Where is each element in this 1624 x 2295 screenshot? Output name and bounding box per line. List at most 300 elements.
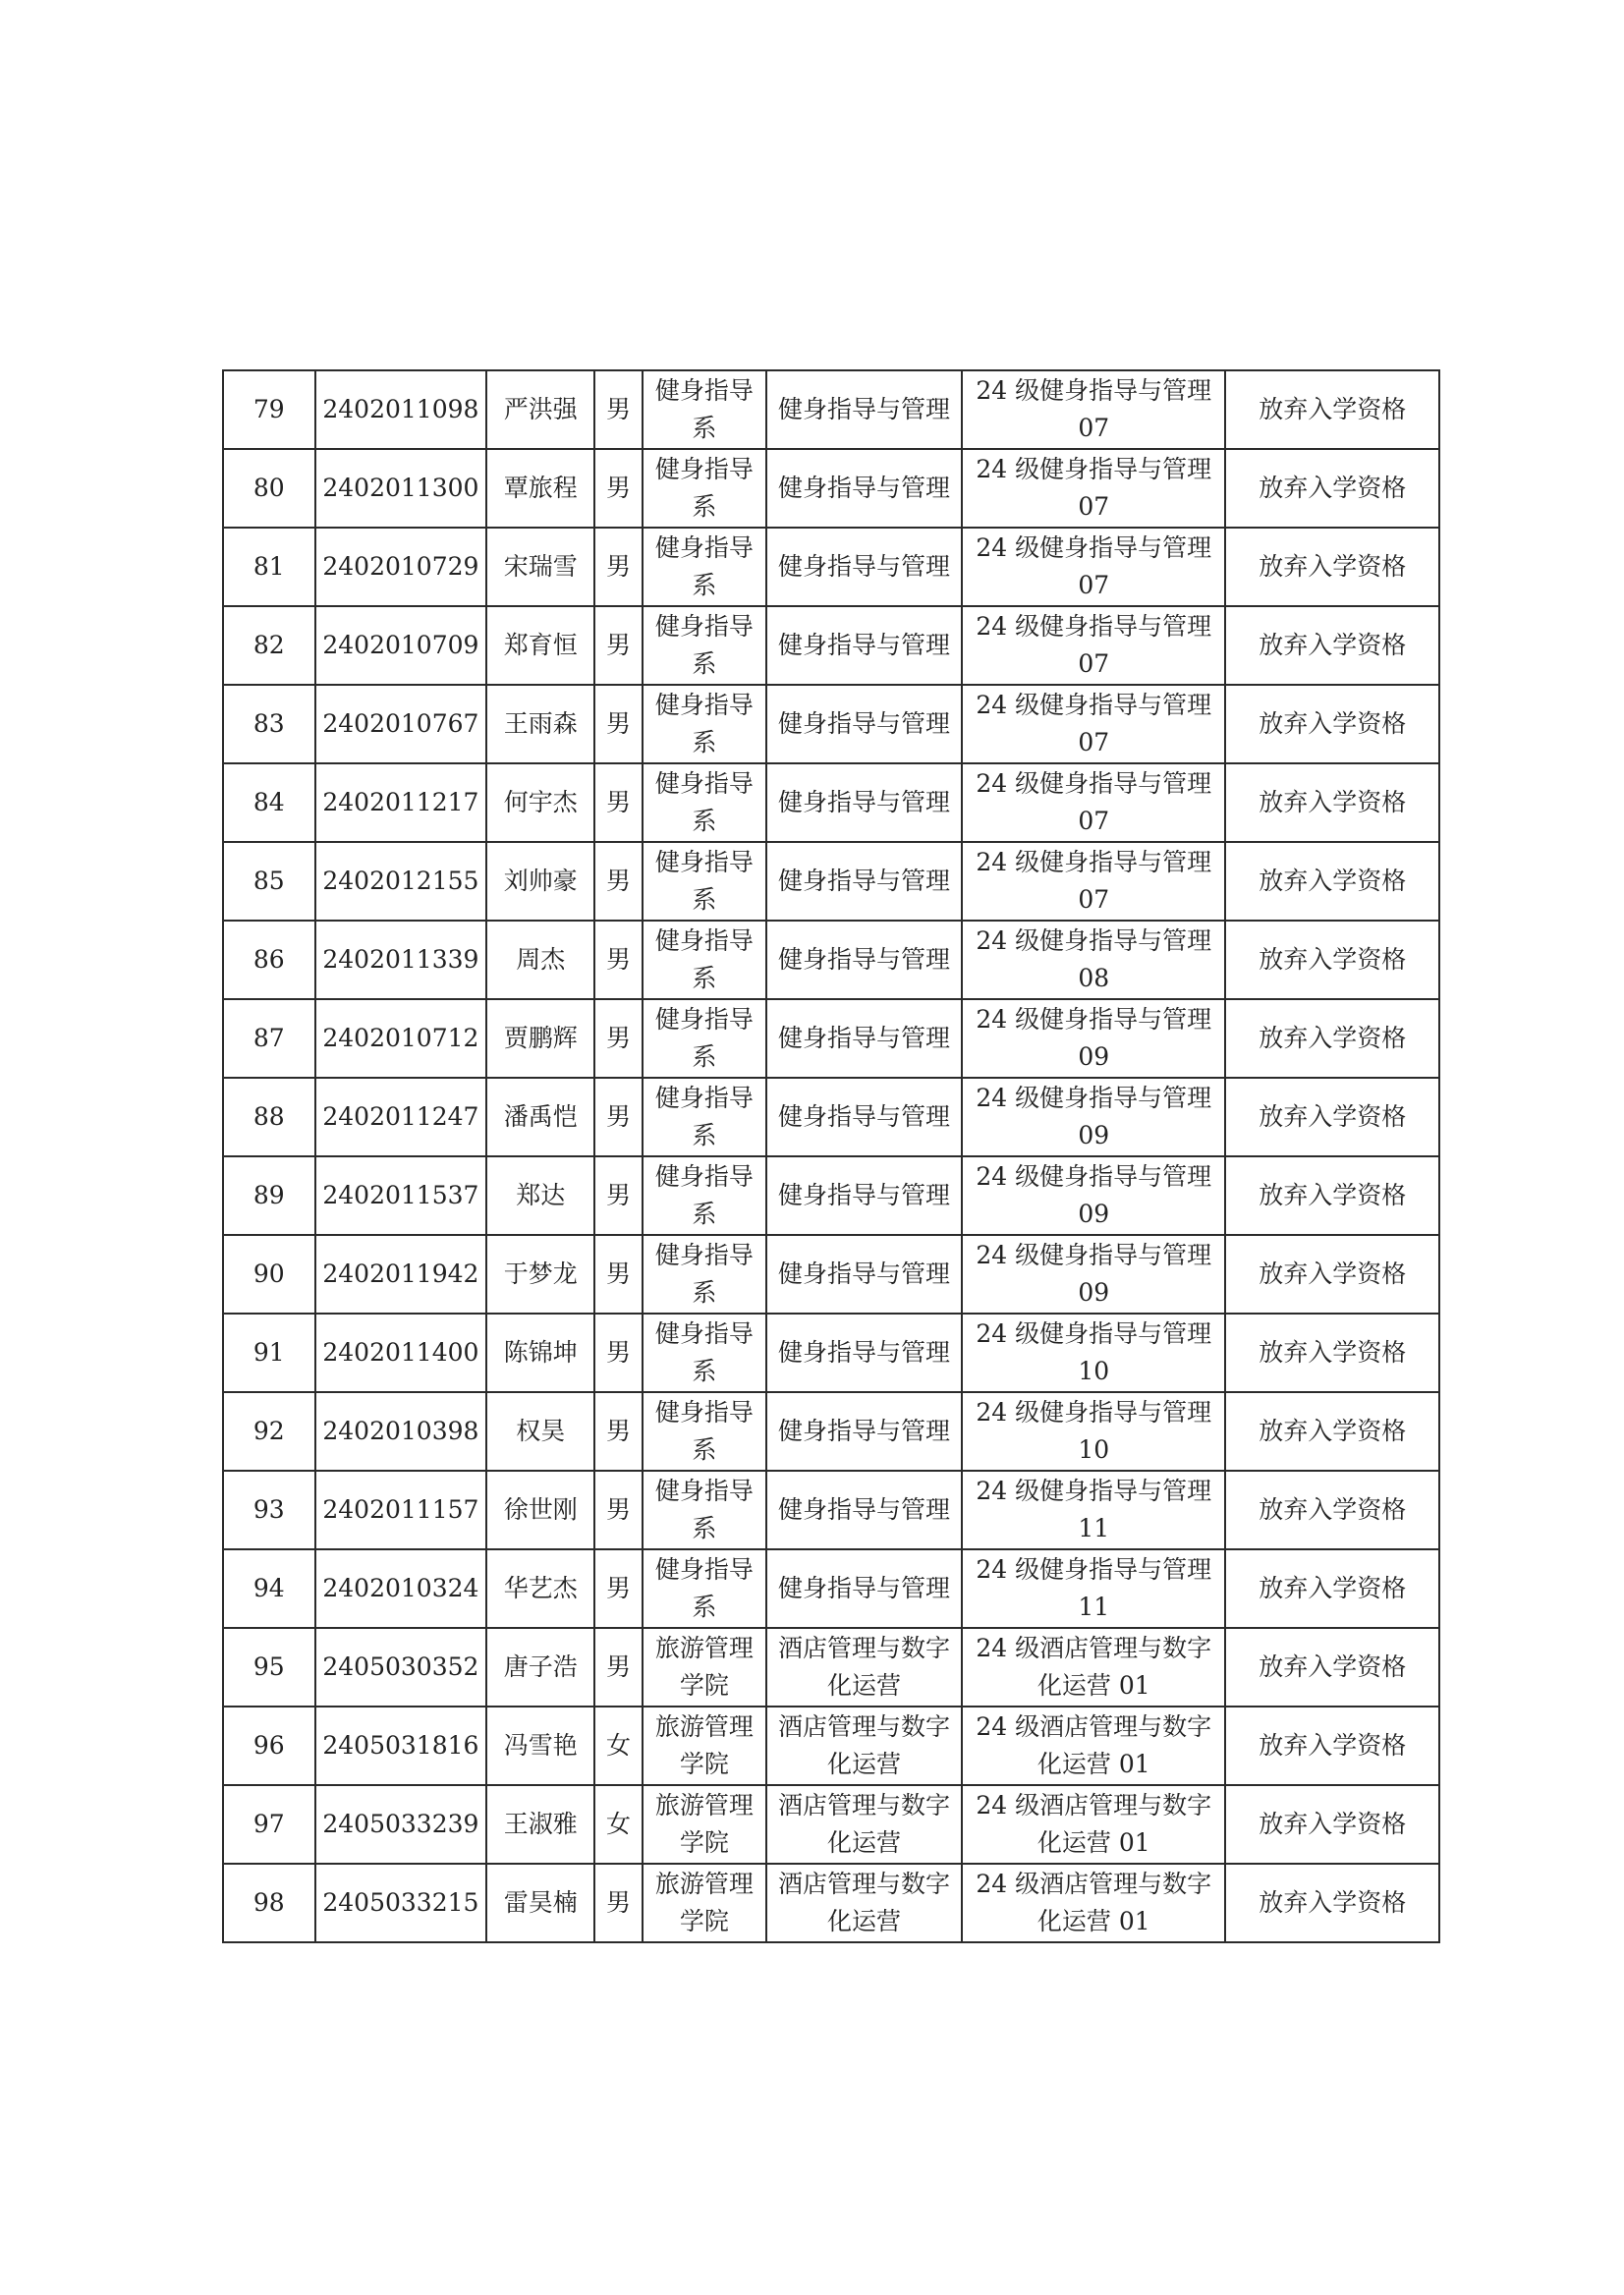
row-number-cell — [223, 1864, 315, 1942]
student-name-cell — [486, 1628, 594, 1707]
student-table — [222, 369, 1440, 1943]
student-id-cell-text: 2405031816 — [322, 1731, 479, 1760]
student-id-cell — [315, 999, 487, 1078]
department-cell — [643, 685, 766, 763]
status-cell-text: 放弃入学资格 — [1259, 552, 1407, 581]
gender-cell-text: 男 — [605, 552, 631, 581]
table-row — [223, 528, 1439, 606]
department-cell-text: 健身指导系 — [654, 612, 754, 678]
student-name-cell — [486, 842, 594, 921]
student-id-cell — [315, 1471, 487, 1549]
class-cell — [962, 842, 1225, 921]
table-row — [223, 1628, 1439, 1707]
student-id-cell — [315, 1785, 487, 1864]
row-number-cell-text: 88 — [252, 1102, 285, 1131]
gender-cell — [594, 1864, 643, 1942]
class-cell-text: 24 级健身指导与管理 10 — [976, 1398, 1212, 1464]
row-number-cell-text: 81 — [252, 552, 285, 581]
department-cell-text: 健身指导系 — [654, 1477, 754, 1542]
student-id-cell — [315, 1156, 487, 1235]
student-name-cell — [486, 1864, 594, 1942]
major-cell — [766, 842, 962, 921]
row-number-cell-text: 82 — [252, 631, 285, 659]
major-cell-text: 健身指导与管理 — [777, 867, 950, 895]
student-id-cell-text: 2402011339 — [322, 945, 479, 974]
gender-cell-text: 男 — [605, 1888, 631, 1917]
student-name-cell-text: 贾鹏辉 — [503, 1024, 578, 1052]
gender-cell — [594, 1471, 643, 1549]
class-cell-text: 24 级健身指导与管理 07 — [976, 769, 1212, 835]
department-cell — [643, 1392, 766, 1471]
class-cell-text: 24 级健身指导与管理 07 — [976, 691, 1212, 756]
student-name-cell-text: 周杰 — [516, 945, 566, 974]
major-cell-text: 健身指导与管理 — [777, 788, 950, 816]
class-cell — [962, 999, 1225, 1078]
class-cell-text: 24 级健身指导与管理 07 — [976, 612, 1212, 678]
row-number-cell-text: 98 — [252, 1888, 285, 1917]
row-number-cell — [223, 1471, 315, 1549]
student-id-cell-text: 2402011157 — [322, 1495, 479, 1524]
student-name-cell — [486, 921, 594, 999]
student-name-cell — [486, 1235, 594, 1314]
status-cell — [1225, 449, 1439, 528]
table-row — [223, 449, 1439, 528]
student-id-cell-text: 2402010709 — [322, 631, 479, 659]
department-cell — [643, 1785, 766, 1864]
status-cell-text: 放弃入学资格 — [1259, 395, 1407, 423]
major-cell-text: 健身指导与管理 — [777, 1259, 950, 1288]
status-cell — [1225, 1392, 1439, 1471]
row-number-cell-text: 97 — [252, 1810, 285, 1838]
student-name-cell-text: 王淑雅 — [503, 1810, 578, 1838]
major-cell-text: 健身指导与管理 — [777, 1181, 950, 1209]
table-row — [223, 1078, 1439, 1156]
row-number-cell — [223, 685, 315, 763]
department-cell — [643, 1471, 766, 1549]
gender-cell — [594, 449, 643, 528]
row-number-cell — [223, 1392, 315, 1471]
student-name-cell-text: 唐子浩 — [503, 1652, 578, 1681]
major-cell — [766, 999, 962, 1078]
class-cell-text: 24 级健身指导与管理 11 — [976, 1555, 1212, 1621]
row-number-cell — [223, 370, 315, 449]
status-cell-text: 放弃入学资格 — [1259, 1888, 1407, 1917]
gender-cell-text: 男 — [605, 1181, 631, 1209]
department-cell-text: 健身指导系 — [654, 1555, 754, 1621]
table-row — [223, 1156, 1439, 1235]
class-cell-text: 24 级健身指导与管理 09 — [976, 1241, 1212, 1307]
major-cell — [766, 685, 962, 763]
student-id-cell-text: 2402011400 — [322, 1338, 479, 1367]
student-id-cell-text: 2402010712 — [322, 1024, 479, 1052]
row-number-cell-text: 83 — [252, 709, 285, 738]
department-cell — [643, 528, 766, 606]
class-cell-text: 24 级健身指导与管理 07 — [976, 533, 1212, 599]
major-cell — [766, 1314, 962, 1392]
student-name-cell-text: 严洪强 — [503, 395, 578, 423]
class-cell — [962, 921, 1225, 999]
class-cell-text: 24 级健身指导与管理 10 — [976, 1319, 1212, 1385]
row-number-cell — [223, 842, 315, 921]
major-cell-text: 酒店管理与数字化运营 — [777, 1712, 950, 1778]
student-name-cell-text: 雷昊楠 — [503, 1888, 578, 1917]
table-row — [223, 1785, 1439, 1864]
status-cell-text: 放弃入学资格 — [1259, 1024, 1407, 1052]
major-cell-text: 酒店管理与数字化运营 — [777, 1791, 950, 1857]
class-cell-text: 24 级酒店管理与数字化运营 01 — [976, 1870, 1212, 1935]
gender-cell-text: 男 — [605, 1495, 631, 1524]
status-cell — [1225, 1707, 1439, 1785]
department-cell — [643, 1314, 766, 1392]
department-cell — [643, 449, 766, 528]
student-id-cell — [315, 1235, 487, 1314]
class-cell — [962, 528, 1225, 606]
student-id-cell-text: 2402011300 — [322, 474, 479, 502]
student-name-cell — [486, 1156, 594, 1235]
class-cell-text: 24 级酒店管理与数字化运营 01 — [976, 1712, 1212, 1778]
row-number-cell — [223, 1628, 315, 1707]
major-cell-text: 酒店管理与数字化运营 — [777, 1634, 950, 1700]
student-id-cell — [315, 606, 487, 685]
class-cell — [962, 1156, 1225, 1235]
class-cell — [962, 449, 1225, 528]
student-id-cell-text: 2402011098 — [322, 395, 479, 423]
gender-cell — [594, 1235, 643, 1314]
gender-cell — [594, 1628, 643, 1707]
table-row — [223, 685, 1439, 763]
department-cell — [643, 606, 766, 685]
status-cell-text: 放弃入学资格 — [1259, 1259, 1407, 1288]
student-id-cell — [315, 1707, 487, 1785]
row-number-cell — [223, 1314, 315, 1392]
major-cell — [766, 1156, 962, 1235]
status-cell — [1225, 606, 1439, 685]
department-cell — [643, 370, 766, 449]
table-row — [223, 1471, 1439, 1549]
major-cell — [766, 921, 962, 999]
class-cell — [962, 1392, 1225, 1471]
department-cell — [643, 1864, 766, 1942]
student-name-cell — [486, 1549, 594, 1628]
class-cell — [962, 1628, 1225, 1707]
row-number-cell — [223, 1549, 315, 1628]
gender-cell-text: 女 — [605, 1810, 631, 1838]
status-cell-text: 放弃入学资格 — [1259, 709, 1407, 738]
gender-cell-text: 男 — [605, 1574, 631, 1602]
major-cell-text: 健身指导与管理 — [777, 1024, 950, 1052]
status-cell — [1225, 685, 1439, 763]
department-cell-text: 健身指导系 — [654, 848, 754, 914]
row-number-cell-text: 84 — [252, 788, 285, 816]
student-id-cell — [315, 685, 487, 763]
class-cell — [962, 1078, 1225, 1156]
status-cell-text: 放弃入学资格 — [1259, 1652, 1407, 1681]
department-cell-text: 健身指导系 — [654, 769, 754, 835]
student-id-cell-text: 2402010324 — [322, 1574, 479, 1602]
class-cell-text: 24 级健身指导与管理 09 — [976, 1005, 1212, 1071]
student-name-cell — [486, 606, 594, 685]
class-cell — [962, 370, 1225, 449]
table-row — [223, 1707, 1439, 1785]
student-name-cell-text: 刘帅豪 — [503, 867, 578, 895]
student-name-cell — [486, 763, 594, 842]
major-cell-text: 健身指导与管理 — [777, 552, 950, 581]
department-cell-text: 旅游管理学院 — [654, 1712, 754, 1778]
student-name-cell — [486, 999, 594, 1078]
class-cell-text: 24 级酒店管理与数字化运营 01 — [976, 1634, 1212, 1700]
student-name-cell — [486, 528, 594, 606]
student-name-cell — [486, 1392, 594, 1471]
table-row — [223, 1235, 1439, 1314]
status-cell-text: 放弃入学资格 — [1259, 1495, 1407, 1524]
row-number-cell-text: 96 — [252, 1731, 285, 1760]
class-cell-text: 24 级健身指导与管理 07 — [976, 376, 1212, 442]
gender-cell — [594, 1785, 643, 1864]
table-body — [223, 370, 1439, 1942]
major-cell — [766, 1471, 962, 1549]
major-cell-text: 酒店管理与数字化运营 — [777, 1870, 950, 1935]
student-id-cell-text: 2405030352 — [322, 1652, 479, 1681]
status-cell — [1225, 528, 1439, 606]
student-id-cell-text: 2402010729 — [322, 552, 479, 581]
gender-cell — [594, 1707, 643, 1785]
department-cell-text: 健身指导系 — [654, 1319, 754, 1385]
student-name-cell — [486, 1785, 594, 1864]
class-cell-text: 24 级酒店管理与数字化运营 01 — [976, 1791, 1212, 1857]
class-cell-text: 24 级健身指导与管理 07 — [976, 455, 1212, 521]
class-cell — [962, 1707, 1225, 1785]
status-cell-text: 放弃入学资格 — [1259, 474, 1407, 502]
status-cell — [1225, 1785, 1439, 1864]
table-row — [223, 1314, 1439, 1392]
student-name-cell-text: 徐世刚 — [503, 1495, 578, 1524]
gender-cell-text: 男 — [605, 788, 631, 816]
student-id-cell — [315, 1864, 487, 1942]
student-id-cell — [315, 1628, 487, 1707]
status-cell — [1225, 921, 1439, 999]
table-row — [223, 763, 1439, 842]
table-row — [223, 1549, 1439, 1628]
major-cell — [766, 1549, 962, 1628]
table-row — [223, 999, 1439, 1078]
row-number-cell-text: 95 — [252, 1652, 285, 1681]
major-cell — [766, 1078, 962, 1156]
student-name-cell-text: 潘禹恺 — [503, 1102, 578, 1131]
major-cell — [766, 528, 962, 606]
row-number-cell-text: 89 — [252, 1181, 285, 1209]
major-cell-text: 健身指导与管理 — [777, 709, 950, 738]
major-cell-text: 健身指导与管理 — [777, 1574, 950, 1602]
major-cell — [766, 1392, 962, 1471]
major-cell — [766, 763, 962, 842]
student-id-cell — [315, 1314, 487, 1392]
status-cell-text: 放弃入学资格 — [1259, 867, 1407, 895]
status-cell-text: 放弃入学资格 — [1259, 1181, 1407, 1209]
student-name-cell — [486, 370, 594, 449]
student-name-cell — [486, 1707, 594, 1785]
major-cell — [766, 1707, 962, 1785]
student-name-cell — [486, 449, 594, 528]
row-number-cell — [223, 1785, 315, 1864]
gender-cell-text: 男 — [605, 1652, 631, 1681]
gender-cell-text: 男 — [605, 1338, 631, 1367]
student-name-cell — [486, 685, 594, 763]
student-id-cell-text: 2402011942 — [322, 1259, 479, 1288]
major-cell-text: 健身指导与管理 — [777, 631, 950, 659]
row-number-cell — [223, 1235, 315, 1314]
class-cell-text: 24 级健身指导与管理 11 — [976, 1477, 1212, 1542]
student-id-cell-text: 2402011217 — [322, 788, 479, 816]
student-id-cell — [315, 1078, 487, 1156]
student-name-cell — [486, 1314, 594, 1392]
student-id-cell-text: 2402011247 — [322, 1102, 479, 1131]
gender-cell — [594, 1156, 643, 1235]
student-name-cell-text: 陈锦坤 — [503, 1338, 578, 1367]
student-name-cell-text: 冯雪艳 — [503, 1731, 578, 1760]
row-number-cell — [223, 1078, 315, 1156]
department-cell — [643, 1707, 766, 1785]
department-cell-text: 健身指导系 — [654, 691, 754, 756]
status-cell — [1225, 1628, 1439, 1707]
status-cell — [1225, 1864, 1439, 1942]
major-cell — [766, 449, 962, 528]
student-name-cell-text: 郑育恒 — [503, 631, 578, 659]
student-name-cell-text: 王雨森 — [503, 709, 578, 738]
row-number-cell-text: 91 — [252, 1338, 285, 1367]
student-name-cell — [486, 1078, 594, 1156]
department-cell-text: 健身指导系 — [654, 926, 754, 992]
department-cell-text: 健身指导系 — [654, 376, 754, 442]
gender-cell-text: 男 — [605, 709, 631, 738]
row-number-cell-text: 92 — [252, 1417, 285, 1445]
gender-cell — [594, 1078, 643, 1156]
gender-cell — [594, 685, 643, 763]
status-cell — [1225, 1078, 1439, 1156]
status-cell — [1225, 1549, 1439, 1628]
department-cell-text: 旅游管理学院 — [654, 1870, 754, 1935]
status-cell — [1225, 370, 1439, 449]
major-cell — [766, 606, 962, 685]
department-cell — [643, 1235, 766, 1314]
student-id-cell-text: 2405033239 — [322, 1810, 479, 1838]
row-number-cell — [223, 606, 315, 685]
status-cell — [1225, 1314, 1439, 1392]
table-row — [223, 1392, 1439, 1471]
row-number-cell-text: 90 — [252, 1259, 285, 1288]
class-cell — [962, 1471, 1225, 1549]
department-cell-text: 健身指导系 — [654, 1162, 754, 1228]
major-cell-text: 健身指导与管理 — [777, 1417, 950, 1445]
major-cell-text: 健身指导与管理 — [777, 395, 950, 423]
class-cell — [962, 1864, 1225, 1942]
student-name-cell-text: 覃旅程 — [503, 474, 578, 502]
status-cell-text: 放弃入学资格 — [1259, 945, 1407, 974]
gender-cell — [594, 370, 643, 449]
status-cell-text: 放弃入学资格 — [1259, 1731, 1407, 1760]
gender-cell — [594, 1392, 643, 1471]
department-cell — [643, 763, 766, 842]
status-cell-text: 放弃入学资格 — [1259, 1574, 1407, 1602]
class-cell-text: 24 级健身指导与管理 09 — [976, 1162, 1212, 1228]
gender-cell — [594, 999, 643, 1078]
class-cell — [962, 1785, 1225, 1864]
table-row — [223, 370, 1439, 449]
status-cell — [1225, 1471, 1439, 1549]
department-cell-text: 健身指导系 — [654, 455, 754, 521]
department-cell-text: 健身指导系 — [654, 1005, 754, 1071]
row-number-cell-text: 79 — [252, 395, 285, 423]
department-cell — [643, 1156, 766, 1235]
status-cell-text: 放弃入学资格 — [1259, 631, 1407, 659]
status-cell-text: 放弃入学资格 — [1259, 1417, 1407, 1445]
gender-cell-text: 女 — [605, 1731, 631, 1760]
class-cell-text: 24 级健身指导与管理 07 — [976, 848, 1212, 914]
row-number-cell — [223, 763, 315, 842]
row-number-cell-text: 93 — [252, 1495, 285, 1524]
class-cell — [962, 1314, 1225, 1392]
row-number-cell — [223, 528, 315, 606]
gender-cell — [594, 921, 643, 999]
status-cell — [1225, 999, 1439, 1078]
row-number-cell — [223, 921, 315, 999]
major-cell-text: 健身指导与管理 — [777, 474, 950, 502]
row-number-cell — [223, 1156, 315, 1235]
status-cell-text: 放弃入学资格 — [1259, 1810, 1407, 1838]
row-number-cell-text: 87 — [252, 1024, 285, 1052]
department-cell-text: 健身指导系 — [654, 1398, 754, 1464]
student-id-cell — [315, 528, 487, 606]
status-cell — [1225, 1235, 1439, 1314]
table-row — [223, 921, 1439, 999]
table-row — [223, 606, 1439, 685]
student-id-cell-text: 2405033215 — [322, 1888, 479, 1917]
department-cell — [643, 1078, 766, 1156]
student-name-cell-text: 郑达 — [516, 1181, 566, 1209]
student-name-cell — [486, 1471, 594, 1549]
student-name-cell-text: 权昊 — [516, 1417, 566, 1445]
row-number-cell-text: 94 — [252, 1574, 285, 1602]
major-cell — [766, 370, 962, 449]
gender-cell-text: 男 — [605, 631, 631, 659]
row-number-cell-text: 85 — [252, 867, 285, 895]
department-cell — [643, 999, 766, 1078]
major-cell-text: 健身指导与管理 — [777, 945, 950, 974]
class-cell-text: 24 级健身指导与管理 08 — [976, 926, 1212, 992]
status-cell-text: 放弃入学资格 — [1259, 788, 1407, 816]
student-id-cell-text: 2402010398 — [322, 1417, 479, 1445]
department-cell-text: 健身指导系 — [654, 1084, 754, 1149]
major-cell-text: 健身指导与管理 — [777, 1102, 950, 1131]
gender-cell — [594, 528, 643, 606]
student-name-cell-text: 何宇杰 — [503, 788, 578, 816]
major-cell-text: 健身指导与管理 — [777, 1338, 950, 1367]
gender-cell — [594, 763, 643, 842]
gender-cell-text: 男 — [605, 1259, 631, 1288]
gender-cell-text: 男 — [605, 945, 631, 974]
gender-cell-text: 男 — [605, 395, 631, 423]
student-id-cell — [315, 921, 487, 999]
row-number-cell-text: 80 — [252, 474, 285, 502]
gender-cell-text: 男 — [605, 474, 631, 502]
student-id-cell-text: 2402011537 — [322, 1181, 479, 1209]
class-cell — [962, 1549, 1225, 1628]
student-id-cell-text: 2402010767 — [322, 709, 479, 738]
gender-cell — [594, 1314, 643, 1392]
class-cell — [962, 763, 1225, 842]
gender-cell — [594, 606, 643, 685]
department-cell — [643, 842, 766, 921]
status-cell-text: 放弃入学资格 — [1259, 1102, 1407, 1131]
